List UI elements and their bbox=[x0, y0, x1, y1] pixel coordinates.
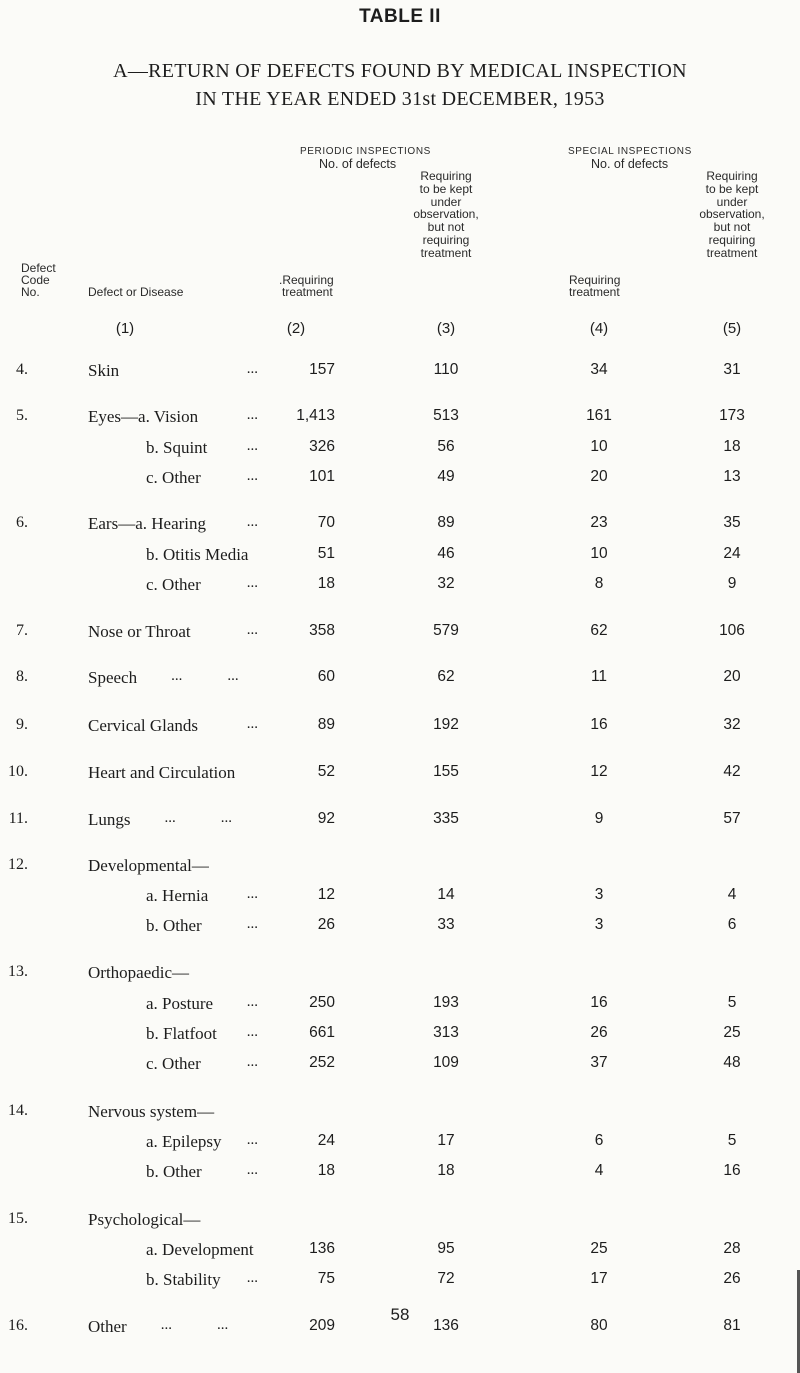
defect-or-disease-header: Defect or Disease bbox=[88, 285, 184, 299]
special-requiring-treatment-value: 16 bbox=[590, 716, 608, 733]
special-observation-value: 4 bbox=[727, 886, 737, 903]
special-observation-value: 173 bbox=[719, 407, 745, 424]
special-observation-value: 48 bbox=[723, 1054, 741, 1071]
special-requiring-treatment-value: 80 bbox=[590, 1317, 608, 1334]
special-observation-value: 57 bbox=[723, 810, 741, 827]
table-row bbox=[0, 1132, 800, 1158]
special-observation-value: 25 bbox=[723, 1024, 741, 1041]
periodic-observation-value: 33 bbox=[437, 916, 455, 933]
periodic-requiring-treatment-value: 75 bbox=[317, 1270, 335, 1287]
table-row bbox=[0, 622, 800, 648]
leader-dots: ... bbox=[246, 886, 258, 902]
defect-label: Eyes—a. Vision bbox=[88, 407, 199, 426]
periodic-requiring-treatment-value: 89 bbox=[317, 716, 335, 733]
defect-label: b. Other bbox=[146, 1162, 202, 1181]
defect-code-header-3: No. bbox=[21, 285, 40, 299]
leader-dots: ... bbox=[246, 716, 258, 732]
defect-label: a. Epilepsy bbox=[146, 1132, 222, 1151]
special-requiring-treatment-value: 10 bbox=[590, 438, 608, 455]
periodic-observation-value: 18 bbox=[437, 1162, 455, 1179]
periodic-requiring-treatment-value: 12 bbox=[317, 886, 335, 903]
defect-label: c. Other bbox=[146, 1054, 201, 1073]
leader-dots: ... ... bbox=[171, 668, 239, 684]
special-observation-value: 16 bbox=[723, 1162, 741, 1179]
defect-code: 4. bbox=[16, 361, 28, 378]
special-requiring-treatment-value: 11 bbox=[590, 668, 608, 685]
special-requiring-treatment-value: 62 bbox=[590, 622, 608, 639]
table-row bbox=[0, 1210, 800, 1236]
special-requiring-treatment-value: 8 bbox=[594, 575, 604, 592]
page-number: 58 bbox=[390, 1305, 410, 1324]
defect-label: a. Development bbox=[146, 1240, 254, 1259]
defect-label: c. Other bbox=[146, 575, 201, 594]
leader-dots: ... bbox=[246, 916, 258, 932]
table-row bbox=[0, 1270, 800, 1296]
table-row bbox=[0, 763, 800, 789]
periodic-requiring-treatment-value: 252 bbox=[309, 1054, 335, 1071]
defect-code: 8. bbox=[16, 668, 28, 685]
defect-code: 11. bbox=[8, 810, 28, 827]
table-row bbox=[0, 1102, 800, 1128]
defect-code: 6. bbox=[16, 514, 28, 531]
header-line: to be kept bbox=[419, 181, 473, 196]
periodic-observation-header bbox=[386, 170, 506, 260]
defect-code: 14. bbox=[8, 1102, 28, 1119]
header-line: Requiring bbox=[706, 169, 758, 183]
defect-code: 7. bbox=[16, 622, 28, 639]
special-observation-value: 13 bbox=[723, 468, 741, 485]
periodic-requiring-treatment-value: 661 bbox=[309, 1024, 335, 1041]
special-observation-value: 26 bbox=[723, 1270, 741, 1287]
defect-label: Skin bbox=[88, 361, 120, 380]
table-row bbox=[0, 856, 800, 882]
periodic-observation-value: 155 bbox=[433, 763, 459, 780]
periodic-observation-value: 89 bbox=[437, 514, 455, 531]
defect-code: 16. bbox=[8, 1317, 28, 1334]
header-line: but not bbox=[713, 220, 751, 235]
special-requiring-treatment-value: 17 bbox=[590, 1270, 608, 1287]
periodic-requiring-treatment-header-1: .Requiring bbox=[279, 273, 334, 287]
table-row bbox=[0, 575, 800, 601]
defect-label: b. Other bbox=[146, 916, 202, 935]
header-line: but not bbox=[427, 220, 465, 235]
leader-dots: ... bbox=[246, 1162, 258, 1178]
special-observation-value: 5 bbox=[727, 1132, 737, 1149]
defect-label: a. Posture bbox=[146, 994, 214, 1013]
header-line: requiring bbox=[708, 232, 756, 247]
periodic-requiring-treatment-value: 26 bbox=[317, 916, 335, 933]
periodic-requiring-treatment-value: 209 bbox=[309, 1317, 335, 1334]
periodic-requiring-treatment-value: 136 bbox=[309, 1240, 335, 1257]
periodic-requiring-treatment-value: 18 bbox=[317, 1162, 335, 1179]
leader-dots: ... bbox=[246, 1270, 258, 1286]
table-row bbox=[0, 994, 800, 1020]
table-row bbox=[0, 545, 800, 571]
special-observation-value: 9 bbox=[727, 575, 737, 592]
special-requiring-treatment-value: 26 bbox=[590, 1024, 608, 1041]
leader-dots: ... bbox=[246, 361, 258, 377]
special-requiring-treatment-value: 3 bbox=[594, 916, 604, 933]
periodic-observation-value: 56 bbox=[437, 438, 455, 455]
table-row bbox=[0, 886, 800, 912]
defect-label: Developmental— bbox=[88, 856, 209, 875]
special-requiring-treatment-value: 6 bbox=[594, 1132, 604, 1149]
periodic-observation-value: 109 bbox=[433, 1054, 459, 1071]
special-observation-value: 28 bbox=[723, 1240, 741, 1257]
table-row bbox=[0, 361, 800, 387]
leader-dots: ... bbox=[246, 1054, 258, 1070]
special-requiring-treatment-value: 161 bbox=[586, 407, 612, 424]
defect-label: c. Other bbox=[146, 468, 201, 487]
defect-label: b. Stability bbox=[146, 1270, 221, 1289]
special-observation-value: 6 bbox=[727, 916, 737, 933]
table-row bbox=[0, 1240, 800, 1266]
leader-dots: ... bbox=[246, 1132, 258, 1148]
periodic-observation-value: 46 bbox=[437, 545, 455, 562]
leader-dots: ... bbox=[246, 622, 258, 638]
defect-code-header-2: Code bbox=[21, 273, 50, 287]
header-line: treatment bbox=[706, 245, 758, 260]
column-number-1: (1) bbox=[115, 320, 135, 337]
periodic-observation-value: 62 bbox=[437, 668, 455, 685]
defect-label: a. Hernia bbox=[146, 886, 209, 905]
defect-label: Speech bbox=[88, 668, 138, 687]
defect-label: Heart and Circulation bbox=[88, 763, 236, 782]
defect-label: Other bbox=[88, 1317, 127, 1336]
table-row bbox=[0, 668, 800, 694]
special-requiring-treatment-header-2: treatment bbox=[569, 285, 620, 299]
periodic-requiring-treatment-value: 326 bbox=[309, 438, 335, 455]
table-row bbox=[0, 716, 800, 742]
defect-code: 9. bbox=[16, 716, 28, 733]
periodic-observation-value: 136 bbox=[433, 1317, 459, 1334]
special-observation-value: 18 bbox=[723, 438, 741, 455]
header-line: observation, bbox=[699, 207, 765, 222]
periodic-observation-value: 49 bbox=[437, 468, 455, 485]
leader-dots: ... bbox=[246, 514, 258, 530]
leader-dots: ... bbox=[246, 575, 258, 591]
periodic-requiring-treatment-header-2: treatment bbox=[282, 285, 333, 299]
special-requiring-treatment-value: 16 bbox=[590, 994, 608, 1011]
periodic-observation-value: 72 bbox=[437, 1270, 455, 1287]
periodic-requiring-treatment-value: 157 bbox=[309, 361, 335, 378]
defect-label: b. Squint bbox=[146, 438, 208, 457]
defect-code-header-1: Defect bbox=[21, 261, 56, 275]
report-title-line-1: A—RETURN OF DEFECTS FOUND BY MEDICAL INSPECTION bbox=[113, 60, 687, 82]
special-requiring-treatment-value: 34 bbox=[590, 361, 608, 378]
table-row bbox=[0, 1024, 800, 1050]
header-line: treatment bbox=[420, 245, 472, 260]
periodic-observation-value: 579 bbox=[433, 622, 459, 639]
defect-label: Nose or Throat bbox=[88, 622, 191, 641]
periodic-observation-value: 17 bbox=[437, 1132, 455, 1149]
special-no-of-defects: No. of defects bbox=[591, 157, 669, 171]
periodic-requiring-treatment-value: 70 bbox=[317, 514, 335, 531]
periodic-requiring-treatment-value: 358 bbox=[309, 622, 335, 639]
periodic-inspections-header: PERIODIC INSPECTIONS bbox=[300, 146, 431, 157]
special-observation-value: 106 bbox=[719, 622, 745, 639]
defect-label: b. Otitis Media bbox=[146, 545, 249, 564]
defect-label: Cervical Glands bbox=[88, 716, 198, 735]
header-line: to be kept bbox=[705, 181, 759, 196]
special-observation-value: 32 bbox=[723, 716, 741, 733]
defect-code: 10. bbox=[8, 763, 28, 780]
periodic-requiring-treatment-value: 60 bbox=[317, 668, 335, 685]
periodic-requiring-treatment-value: 92 bbox=[317, 810, 335, 827]
table-row bbox=[0, 1054, 800, 1080]
leader-dots: ... ... bbox=[160, 1317, 229, 1333]
special-requiring-treatment-value: 20 bbox=[590, 468, 608, 485]
table-row bbox=[0, 963, 800, 989]
leader-dots: ... bbox=[246, 1024, 258, 1040]
periodic-requiring-treatment-value: 1,413 bbox=[296, 407, 335, 424]
special-requiring-treatment-value: 25 bbox=[590, 1240, 608, 1257]
table-label: TABLE II bbox=[359, 6, 441, 27]
defect-code: 13. bbox=[8, 963, 28, 980]
periodic-observation-value: 14 bbox=[437, 886, 455, 903]
column-number-5: (5) bbox=[722, 320, 742, 337]
table-row bbox=[0, 810, 800, 836]
column-number-4: (4) bbox=[589, 320, 609, 337]
special-requiring-treatment-value: 10 bbox=[590, 545, 608, 562]
table-row bbox=[0, 916, 800, 942]
header-line: under bbox=[716, 194, 748, 209]
leader-dots: ... bbox=[246, 407, 258, 423]
special-requiring-treatment-value: 12 bbox=[590, 763, 608, 780]
special-requiring-treatment-value: 9 bbox=[594, 810, 604, 827]
table-row bbox=[0, 468, 800, 494]
special-observation-value: 81 bbox=[723, 1317, 741, 1334]
defect-label: Ears—a. Hearing bbox=[88, 514, 207, 533]
special-observation-header bbox=[672, 170, 792, 260]
periodic-observation-value: 513 bbox=[433, 407, 459, 424]
periodic-observation-value: 110 bbox=[433, 361, 459, 378]
periodic-requiring-treatment-value: 250 bbox=[309, 994, 335, 1011]
defect-code: 15. bbox=[8, 1210, 28, 1227]
leader-dots: ... bbox=[246, 438, 258, 454]
periodic-observation-value: 192 bbox=[433, 716, 459, 733]
special-requiring-treatment-header-1: Requiring bbox=[569, 273, 621, 287]
special-observation-value: 24 bbox=[723, 545, 741, 562]
special-observation-value: 31 bbox=[723, 361, 741, 378]
header-line: observation, bbox=[413, 207, 479, 222]
defect-code: 5. bbox=[16, 407, 28, 424]
special-requiring-treatment-value: 23 bbox=[590, 514, 608, 531]
periodic-observation-value: 95 bbox=[437, 1240, 455, 1257]
special-requiring-treatment-value: 4 bbox=[594, 1162, 604, 1179]
header-line: under bbox=[430, 194, 462, 209]
special-requiring-treatment-value: 37 bbox=[590, 1054, 608, 1071]
periodic-observation-value: 193 bbox=[433, 994, 459, 1011]
periodic-observation-value: 32 bbox=[437, 575, 455, 592]
periodic-no-of-defects: No. of defects bbox=[319, 157, 397, 171]
table-row bbox=[0, 514, 800, 540]
special-inspections-header: SPECIAL INSPECTIONS bbox=[568, 146, 692, 157]
special-observation-value: 20 bbox=[723, 668, 741, 685]
periodic-requiring-treatment-value: 52 bbox=[317, 763, 335, 780]
defect-label: Psychological— bbox=[88, 1210, 201, 1229]
periodic-requiring-treatment-value: 24 bbox=[317, 1132, 335, 1149]
leader-dots: ... bbox=[246, 468, 258, 484]
leader-dots: ... ... bbox=[164, 810, 232, 826]
leader-dots: ... bbox=[246, 994, 258, 1010]
periodic-requiring-treatment-value: 18 bbox=[317, 575, 335, 592]
defect-label: Lungs bbox=[88, 810, 131, 829]
special-observation-value: 35 bbox=[723, 514, 741, 531]
special-observation-value: 42 bbox=[723, 763, 741, 780]
special-requiring-treatment-value: 3 bbox=[594, 886, 604, 903]
defect-label: Nervous system— bbox=[88, 1102, 215, 1121]
defect-label: Orthopaedic— bbox=[88, 963, 190, 982]
header-line: requiring bbox=[422, 232, 470, 247]
periodic-requiring-treatment-value: 101 bbox=[309, 468, 335, 485]
defect-code: 12. bbox=[8, 856, 28, 873]
column-number-2: (2) bbox=[286, 320, 306, 337]
table-row bbox=[0, 438, 800, 464]
periodic-observation-value: 335 bbox=[433, 810, 459, 827]
report-title-line-2: IN THE YEAR ENDED 31st DECEMBER, 1953 bbox=[195, 88, 605, 110]
column-number-3: (3) bbox=[436, 320, 456, 337]
table-row bbox=[0, 407, 800, 433]
table-row bbox=[0, 1162, 800, 1188]
defect-label: b. Flatfoot bbox=[146, 1024, 217, 1043]
special-observation-value: 5 bbox=[727, 994, 737, 1011]
periodic-observation-value: 313 bbox=[433, 1024, 459, 1041]
periodic-requiring-treatment-value: 51 bbox=[317, 545, 335, 562]
header-line: Requiring bbox=[420, 169, 472, 183]
